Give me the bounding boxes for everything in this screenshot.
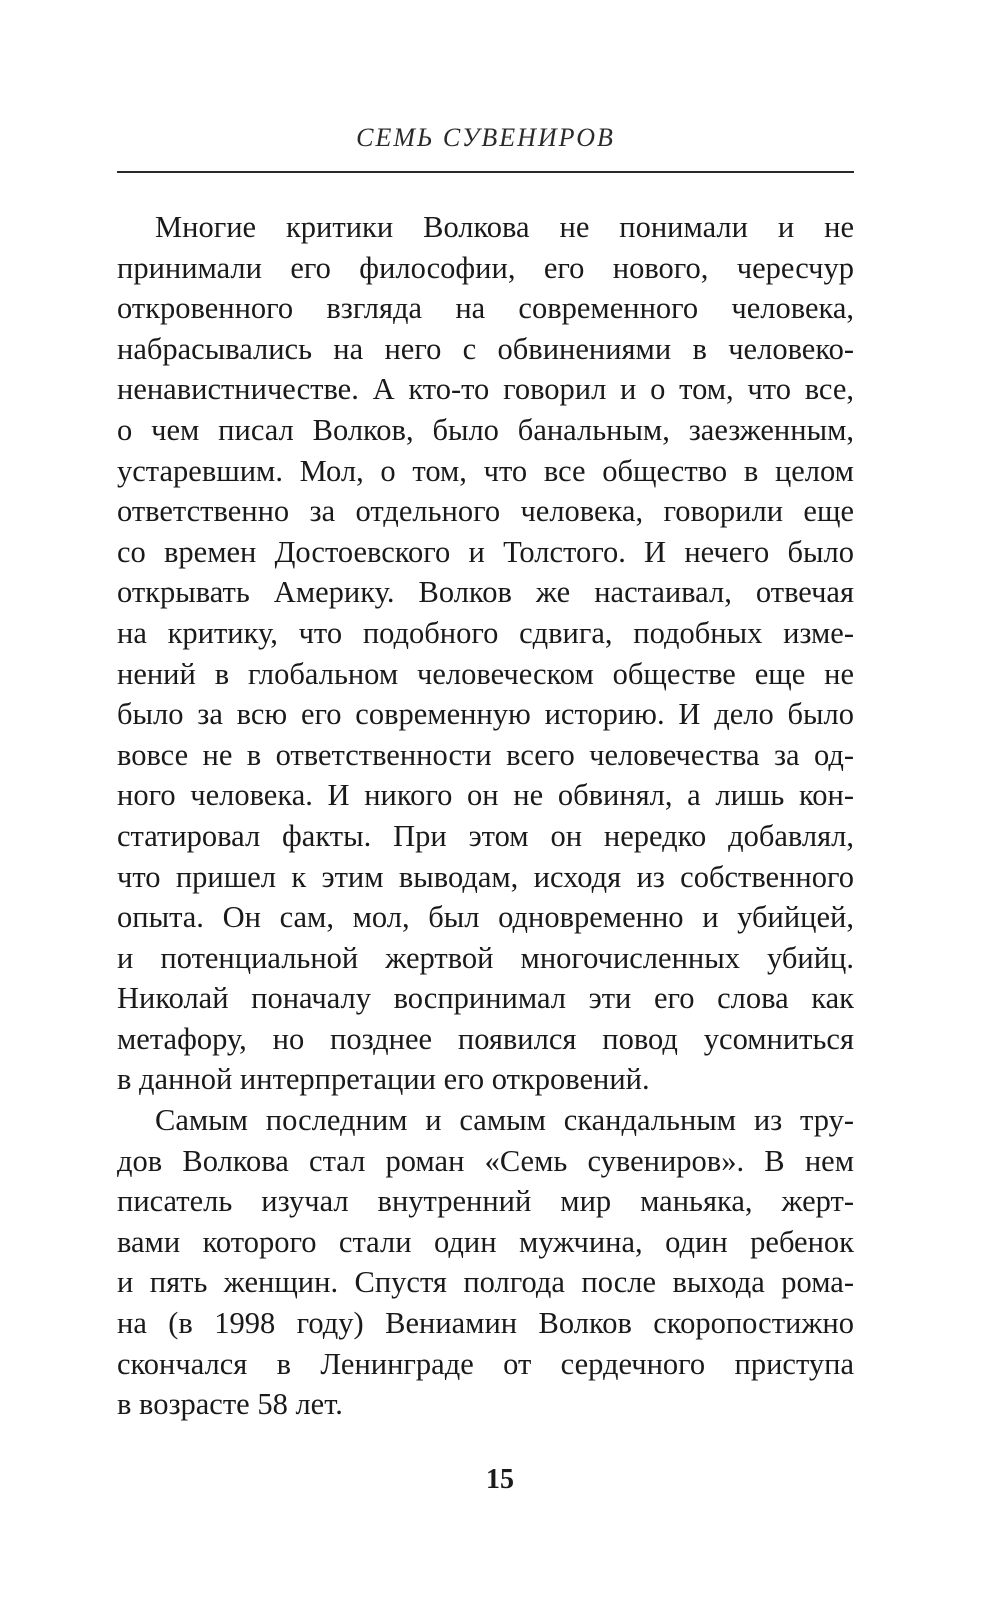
text-line: дов Волкова стал роман «Семь сувениров». В нем (117, 1143, 854, 1178)
text-line: нений в глобальном человеческом обществе еще не (117, 656, 854, 691)
text-line: вовсе не в ответственности всего человечества за од- (117, 737, 854, 772)
text-line: вами которого стали один мужчина, один ребенок (117, 1224, 854, 1259)
text-line: на (в 1998 году) Вениамин Волков скоропостижно (117, 1306, 854, 1341)
text-line: принимали его философии, его нового, чересчур (117, 250, 854, 285)
text-line: статировал факты. При этом он нередко добавлял, (117, 818, 854, 853)
text-line: метафору, но позднее появился повод усомниться (117, 1021, 854, 1056)
text-line: устаревшим. Мол, о том, что все общество в целом (117, 453, 854, 488)
text-line: Николай поначалу воспринимал эти его слова как (117, 981, 854, 1016)
text-line: что пришел к этим выводам, исходя из собственного (117, 859, 854, 894)
text-line: было за всю его современную историю. И дело было (117, 697, 854, 732)
text-line: и пять женщин. Спустя полгода после выхода рома- (117, 1265, 854, 1300)
text-line: открывать Америку. Волков же настаивал, отвечая (117, 575, 854, 610)
text-line: писатель изучал внутренний мир маньяка, жерт- (117, 1184, 854, 1219)
text-line: Многие критики Волкова не понимали и не (155, 210, 854, 244)
text-line: со времен Достоевского и Толстого. И нечего было (117, 534, 854, 569)
text-line: в возрасте 58 лет. (117, 1387, 343, 1422)
page-number: 15 (486, 1464, 514, 1495)
text-line: откровенного взгляда на современного человека, (117, 291, 854, 326)
text-line: ненавистничестве. А кто-то говорил и о том, что все, (117, 372, 854, 407)
paragraph-2 (117, 1100, 854, 1425)
body-text (117, 207, 854, 1425)
text-line: набрасывались на него с обвинениями в человеко- (117, 331, 854, 366)
paragraph-1 (117, 207, 854, 1100)
text-line: на критику, что подобного сдвига, подобных изме- (117, 615, 854, 650)
text-line: о чем писал Волков, было банальным, заезженным, (117, 412, 854, 447)
text-line: ответственно за отдельного человека, говорили еще (117, 494, 854, 529)
text-line: и потенциальной жертвой многочисленных убийц. (117, 940, 854, 975)
text-line: ного человека. И никого он не обвинял, а лишь кон- (117, 778, 854, 813)
header-rule (117, 171, 854, 173)
text-line: Самым последним и самым скандальным из тру- (155, 1103, 854, 1138)
text-line: в данной интерпретации его откровений. (117, 1062, 650, 1097)
text-line: опыта. Он сам, мол, был одновременно и убийцей, (117, 900, 854, 935)
text-line: скончался в Ленинграде от сердечного приступа (117, 1346, 854, 1381)
running-head-title: СЕМЬ СУВЕНИРОВ (356, 123, 615, 152)
